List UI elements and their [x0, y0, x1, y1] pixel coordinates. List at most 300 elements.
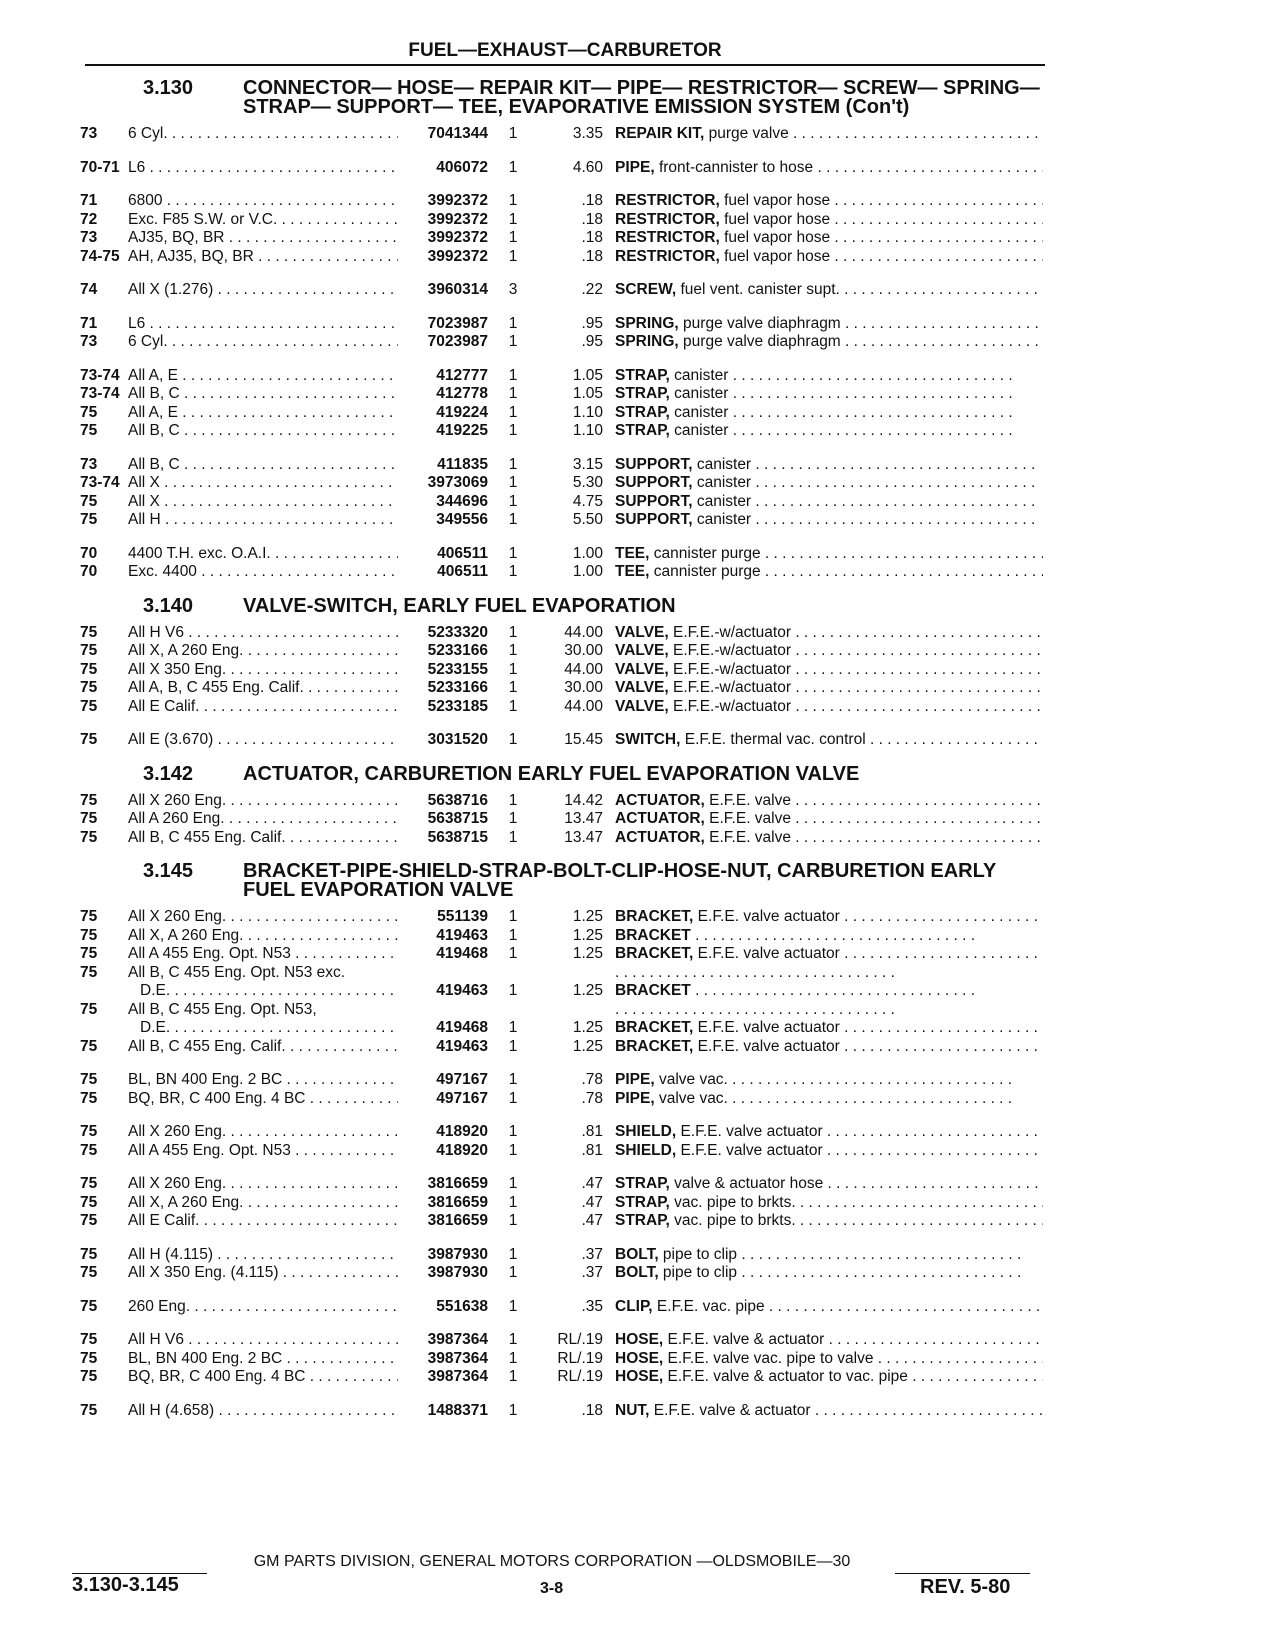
- part-row: [68, 511, 1043, 530]
- part-detail: canister: [669, 422, 729, 439]
- model-year: 75: [80, 697, 98, 715]
- model-year: 75: [80, 828, 98, 846]
- part-detail: E.F.E.-w/actuator: [668, 623, 792, 641]
- part-detail: valve vac.: [654, 1071, 728, 1088]
- section-3: [68, 862, 1043, 1420]
- part-number: 3816659: [427, 1193, 488, 1211]
- part-detail: E.F.E. valve actuator: [693, 1019, 840, 1036]
- quantity: 1: [508, 1141, 518, 1159]
- part-name: PIPE,: [615, 158, 655, 176]
- part-number: 412778: [436, 385, 488, 402]
- part-detail: cannister purge: [649, 544, 761, 562]
- part-detail: canister: [669, 385, 729, 402]
- part-description: [615, 1001, 1043, 1020]
- part-row: [68, 422, 1043, 441]
- quantity: 3: [508, 281, 518, 298]
- part-number: 551638: [436, 1297, 488, 1315]
- part-row: [68, 159, 1043, 178]
- price: .95: [581, 333, 603, 350]
- part-number: 419463: [436, 926, 488, 944]
- price: .81: [581, 1123, 603, 1140]
- part-row: [68, 125, 1043, 144]
- part-row: [68, 1038, 1043, 1057]
- quantity: 1: [508, 731, 518, 748]
- part-group: [68, 1331, 1043, 1387]
- part-number: 3987930: [427, 1264, 488, 1281]
- model-year: 73: [80, 455, 98, 473]
- part-description: [615, 493, 1043, 512]
- part-name: STRAP,: [615, 385, 670, 402]
- part-description: [615, 1071, 1043, 1090]
- part-name: RESTRICTOR,: [615, 192, 720, 209]
- application: All X . . .: [128, 474, 398, 493]
- footer-section-range: 3.130-3.145: [72, 1574, 179, 1596]
- application: All A, E . . .: [128, 404, 398, 423]
- part-group: [68, 159, 1043, 178]
- part-description: [615, 679, 1043, 698]
- part-detail: E.F.E. valve actuator: [693, 908, 840, 925]
- part-row: [68, 908, 1043, 927]
- application: All B, C 455 Eng. Calif. . . .: [128, 1038, 398, 1057]
- price: .37: [581, 1264, 603, 1281]
- quantity: 1: [508, 1175, 518, 1192]
- part-number: 497167: [436, 1089, 488, 1107]
- model-year: 72: [80, 210, 98, 228]
- application: 4400 T.H. exc. O.A.I. . . .: [128, 545, 398, 564]
- model-year: 75: [80, 926, 98, 944]
- application: All E (3.670) . . .: [128, 731, 398, 750]
- model-year: 75: [80, 403, 98, 421]
- part-detail: canister: [669, 366, 729, 384]
- price: 3.15: [572, 455, 603, 473]
- part-number: 3973069: [427, 474, 488, 491]
- part-number: 5638716: [427, 791, 488, 809]
- quantity: 1: [508, 1037, 518, 1055]
- model-year: 75: [80, 422, 98, 439]
- price: .18: [581, 247, 603, 265]
- part-group: [68, 1246, 1043, 1283]
- price: 1.00: [572, 563, 603, 580]
- part-row: [68, 1019, 1043, 1038]
- part-row: [68, 810, 1043, 829]
- part-detail: E.F.E. vac. pipe: [652, 1297, 765, 1315]
- part-detail: E.F.E. valve: [704, 828, 791, 846]
- quantity: 1: [508, 1264, 518, 1281]
- quantity: 1: [508, 679, 518, 696]
- price: .78: [581, 1089, 603, 1107]
- part-number: 419468: [436, 1019, 488, 1036]
- part-detail: E.F.E. valve actuator: [693, 945, 840, 962]
- part-description: [615, 211, 1043, 230]
- part-number: 5233155: [427, 660, 488, 678]
- part-description: [615, 1402, 1043, 1421]
- model-year: 75: [80, 1331, 98, 1348]
- part-row: [68, 1194, 1043, 1213]
- price: 13.47: [564, 828, 603, 846]
- section-title: ACTUATOR, CARBURETION EARLY FUEL EVAPORATION VALVE: [243, 762, 860, 785]
- part-number: 3992372: [427, 192, 488, 209]
- price: 1.25: [572, 982, 603, 999]
- application: 6 Cyl. . . .: [128, 125, 398, 144]
- part-number: [398, 964, 488, 983]
- model-year: 74: [80, 281, 98, 298]
- part-number: 5233320: [427, 623, 488, 641]
- model-year: [68, 982, 128, 1001]
- part-detail: pipe to clip: [658, 1264, 738, 1281]
- part-detail: E.F.E. valve: [704, 791, 791, 809]
- model-year: 75: [80, 1212, 98, 1229]
- part-description: [615, 731, 1043, 750]
- part-row: [68, 493, 1043, 512]
- price: 4.75: [572, 492, 603, 510]
- part-detail: E.F.E. valve & actuator: [663, 1331, 825, 1348]
- footer-page-number: 3-8: [540, 1580, 564, 1597]
- application: All B, C . . .: [128, 422, 398, 441]
- part-number: 419463: [436, 982, 488, 999]
- application: All H (4.115) . . .: [128, 1246, 398, 1265]
- part-name: RESTRICTOR,: [615, 247, 720, 265]
- part-row: [68, 1368, 1043, 1387]
- part-number: 418920: [436, 1123, 488, 1140]
- model-year: 75: [80, 1245, 98, 1263]
- quantity: 1: [508, 1212, 518, 1229]
- part-detail: fuel vapor hose: [719, 192, 831, 209]
- model-year: 75: [80, 1071, 98, 1088]
- application: All X 350 Eng. (4.115) . . .: [128, 1264, 398, 1283]
- price: 44.00: [564, 660, 603, 678]
- part-group: [68, 792, 1043, 848]
- part-detail: canister: [692, 511, 752, 528]
- part-row: [68, 661, 1043, 680]
- part-detail: E.F.E. valve & actuator to vac. pipe: [663, 1368, 908, 1385]
- quantity: 1: [508, 623, 518, 641]
- part-name: CLIP,: [615, 1297, 653, 1315]
- price: 3.35: [572, 125, 603, 142]
- part-number: 5233166: [427, 679, 488, 696]
- section-heading: [68, 79, 1043, 117]
- part-name: SHIELD,: [615, 1141, 677, 1159]
- part-description: [615, 698, 1043, 717]
- price: 1.25: [572, 926, 603, 944]
- model-year: 75: [80, 1123, 98, 1140]
- section-2: [68, 762, 1043, 848]
- part-description: [615, 1175, 1043, 1194]
- part-name: SUPPORT,: [615, 455, 693, 473]
- price: 1.05: [572, 385, 603, 402]
- price: 14.42: [564, 791, 603, 809]
- part-group: [68, 545, 1043, 582]
- part-description: [615, 661, 1043, 680]
- price: RL/.19: [557, 1368, 603, 1385]
- part-name: BRACKET,: [615, 1037, 694, 1055]
- model-year: 75: [80, 660, 98, 678]
- part-name: SCREW,: [615, 281, 677, 298]
- part-group: [68, 125, 1043, 144]
- part-row: [68, 333, 1043, 352]
- quantity: 1: [508, 492, 518, 510]
- price: .47: [581, 1212, 603, 1229]
- application: 6 Cyl. . . .: [128, 333, 398, 352]
- price: .47: [581, 1175, 603, 1192]
- application: All A, E . . .: [128, 367, 398, 386]
- part-number: 3987930: [427, 1245, 488, 1263]
- application: All B, C 455 Eng. Opt. N53,: [128, 1000, 317, 1018]
- model-year: 73: [80, 125, 98, 142]
- part-description: [615, 1019, 1043, 1038]
- section-number: 3.140: [143, 594, 194, 617]
- part-row: [68, 1175, 1043, 1194]
- quantity: 1: [508, 982, 518, 999]
- part-number: 3816659: [427, 1175, 488, 1192]
- part-detail: purge valve diaphragm: [678, 333, 841, 350]
- quantity: 1: [508, 1349, 518, 1367]
- model-year: 75: [80, 642, 98, 659]
- part-name: SUPPORT,: [615, 511, 693, 528]
- part-row: [68, 624, 1043, 643]
- part-detail: fuel vent. canister supt.: [676, 281, 840, 298]
- application: All X (1.276) . . .: [128, 281, 398, 300]
- part-name: RESTRICTOR,: [615, 210, 720, 228]
- part-group: [68, 367, 1043, 441]
- part-row: [68, 456, 1043, 475]
- part-row: [68, 1212, 1043, 1231]
- part-number: 1488371: [427, 1401, 488, 1419]
- price: 44.00: [564, 697, 603, 715]
- part-detail: E.F.E. valve: [704, 810, 791, 827]
- section-title: CONNECTOR— HOSE— REPAIR KIT— PIPE— RESTRICTOR— SCREW— SPRING— STRAP— SUPPORT— TEE, EVAPORATIVE EMISSION SYSTEM (Con't): [243, 77, 1040, 118]
- part-number: 5638715: [427, 810, 488, 827]
- part-row: [68, 698, 1043, 717]
- part-row: [68, 1402, 1043, 1421]
- part-description: [615, 125, 1043, 144]
- price: .35: [581, 1297, 603, 1315]
- model-year: 71: [80, 192, 98, 209]
- application: All X 260 Eng. . . .: [128, 792, 398, 811]
- application: All X, A 260 Eng. . . .: [128, 927, 398, 946]
- part-description: [615, 511, 1043, 530]
- part-detail: fuel vapor hose: [719, 210, 831, 228]
- price: 5.30: [572, 474, 603, 491]
- part-row: [68, 545, 1043, 564]
- parts-catalog-content: [68, 75, 1043, 1435]
- part-row: [68, 211, 1043, 230]
- part-row: [68, 679, 1043, 698]
- part-description: [615, 624, 1043, 643]
- price: 13.47: [564, 810, 603, 827]
- quantity: 1: [508, 544, 518, 562]
- part-description: [615, 159, 1043, 178]
- quantity: 1: [508, 385, 518, 402]
- part-name: BRACKET,: [615, 1019, 694, 1036]
- model-year: 75: [80, 1141, 98, 1159]
- part-number: 406511: [437, 544, 488, 562]
- part-name: STRAP,: [615, 1193, 670, 1211]
- application: 6800 . . .: [128, 192, 398, 211]
- quantity: 1: [508, 229, 518, 246]
- part-detail: E.F.E. valve & actuator: [649, 1401, 811, 1419]
- quantity: 1: [508, 926, 518, 944]
- part-group: [68, 1123, 1043, 1160]
- part-name: STRAP,: [615, 403, 670, 421]
- part-number: 419463: [436, 1037, 488, 1055]
- application: All X 260 Eng. . . .: [128, 908, 398, 927]
- quantity: [488, 1001, 538, 1020]
- part-number: 7041344: [427, 125, 488, 142]
- part-number: 3987364: [427, 1331, 488, 1348]
- part-number: 5638715: [427, 828, 488, 846]
- part-number: 3992372: [427, 247, 488, 265]
- part-number: 3960314: [427, 281, 488, 298]
- section-0: [68, 79, 1043, 582]
- part-number: 3816659: [427, 1212, 488, 1229]
- model-year: 75: [80, 963, 98, 981]
- part-detail: E.F.E. valve actuator: [676, 1141, 823, 1159]
- part-row: [68, 792, 1043, 811]
- part-number: 551139: [437, 908, 488, 925]
- part-name: PIPE,: [615, 1089, 655, 1107]
- part-group: [68, 281, 1043, 300]
- price: 1.25: [572, 1037, 603, 1055]
- model-year: 74-75: [80, 247, 120, 265]
- part-name: ACTUATOR,: [615, 810, 705, 827]
- application: All A, B, C 455 Eng. Calif. . . .: [128, 679, 398, 698]
- part-row: [68, 248, 1043, 267]
- section-number: 3.130: [143, 77, 194, 99]
- part-description: [615, 385, 1043, 404]
- part-name: TEE,: [615, 563, 650, 580]
- part-name: BRACKET,: [615, 945, 694, 962]
- part-description: [615, 333, 1043, 352]
- price: 1.05: [572, 366, 603, 384]
- part-description: [615, 1212, 1043, 1231]
- part-number: 7023987: [427, 314, 488, 332]
- price: .18: [581, 210, 603, 228]
- model-year: 75: [80, 511, 98, 528]
- application: Exc. F85 S.W. or V.C. . . .: [128, 211, 398, 230]
- part-description: [615, 563, 1043, 582]
- price: .37: [581, 1245, 603, 1263]
- quantity: 1: [508, 1331, 518, 1348]
- part-name: BRACKET: [615, 982, 691, 999]
- part-detail: fuel vapor hose: [719, 247, 831, 265]
- application: All X 260 Eng. . . .: [128, 1123, 398, 1142]
- model-year: 70: [80, 544, 98, 562]
- part-description: [615, 642, 1043, 661]
- part-row: [68, 192, 1043, 211]
- quantity: 1: [508, 422, 518, 439]
- application: All B, C 455 Eng. Opt. N53 exc.: [128, 963, 346, 981]
- part-description: [615, 545, 1043, 564]
- price: 1.10: [572, 422, 603, 439]
- quantity: 1: [508, 192, 518, 209]
- model-year: 75: [80, 1349, 98, 1367]
- quantity: 1: [508, 660, 518, 678]
- part-name: RESTRICTOR,: [615, 229, 720, 246]
- part-name: BOLT,: [615, 1245, 659, 1263]
- model-year: 75: [80, 1368, 98, 1385]
- part-detail: E.F.E. valve actuator: [676, 1123, 823, 1140]
- part-number: 5233185: [427, 697, 488, 715]
- application: All A 455 Eng. Opt. N53 . . .: [128, 945, 398, 964]
- part-detail: valve vac.: [654, 1089, 728, 1107]
- model-year: 75: [80, 1089, 98, 1107]
- model-year: 75: [80, 1193, 98, 1211]
- quantity: 1: [508, 1193, 518, 1211]
- application: All A 455 Eng. Opt. N53 . . .: [128, 1142, 398, 1161]
- model-year: 73-74: [80, 366, 120, 384]
- part-description: [615, 192, 1043, 211]
- quantity: 1: [508, 1297, 518, 1315]
- model-year: 75: [80, 810, 98, 827]
- quantity: 1: [508, 828, 518, 846]
- quantity: 1: [508, 1123, 518, 1140]
- application: L6 . . .: [128, 315, 398, 334]
- section-title: BRACKET-PIPE-SHIELD-STRAP-BOLT-CLIP-HOSE-NUT, CARBURETION EARLY FUEL EVAPORATION VALVE: [243, 860, 996, 901]
- application: D.E. . . .: [128, 982, 398, 1001]
- model-year: 75: [80, 1401, 98, 1419]
- price: .78: [581, 1071, 603, 1088]
- price: 4.60: [572, 158, 603, 176]
- part-description: [615, 1090, 1043, 1109]
- part-row: [68, 829, 1043, 848]
- quantity: 1: [508, 314, 518, 332]
- part-row: [68, 964, 1043, 983]
- part-description: [615, 281, 1043, 300]
- price: RL/.19: [557, 1331, 603, 1348]
- price: .18: [581, 229, 603, 246]
- part-name: STRAP,: [615, 1175, 670, 1192]
- part-description: [615, 1194, 1043, 1213]
- application: All H V6 . . .: [128, 1331, 398, 1350]
- model-year: 75: [80, 492, 98, 510]
- part-name: SPRING,: [615, 314, 679, 332]
- part-row: [68, 1264, 1043, 1283]
- price: 15.45: [564, 731, 603, 748]
- part-detail: E.F.E.-w/actuator: [668, 660, 792, 678]
- application: All X, A 260 Eng. . . .: [128, 642, 398, 661]
- part-row: [68, 982, 1043, 1001]
- part-number: 3992372: [427, 229, 488, 246]
- part-row: [68, 474, 1043, 493]
- part-name: TEE,: [615, 544, 650, 562]
- part-detail: purge valve: [704, 125, 789, 142]
- part-number: 3992372: [427, 210, 488, 228]
- quantity: 1: [508, 158, 518, 176]
- part-name: VALVE,: [615, 660, 669, 678]
- model-year: 75: [80, 623, 98, 641]
- application: D.E. . . .: [128, 1019, 398, 1038]
- model-year: 75: [80, 791, 98, 809]
- part-description: [615, 982, 1043, 1001]
- section-heading: [68, 762, 1043, 785]
- part-description: [615, 1246, 1043, 1265]
- application: BQ, BR, C 400 Eng. 4 BC . . .: [128, 1090, 398, 1109]
- application: All X, A 260 Eng. . . .: [128, 1194, 398, 1213]
- footer-publisher: GM PARTS DIVISION, GENERAL MOTORS CORPORATION —OLDSMOBILE—30: [253, 1553, 851, 1570]
- application: All H (4.658) . . .: [128, 1402, 398, 1421]
- application: All H . . .: [128, 511, 398, 530]
- quantity: 1: [508, 125, 518, 142]
- price: .95: [581, 314, 603, 332]
- part-name: BOLT,: [615, 1264, 659, 1281]
- quantity: 1: [508, 474, 518, 491]
- quantity: 1: [508, 791, 518, 809]
- quantity: 1: [508, 455, 518, 473]
- model-year: 73: [80, 229, 98, 246]
- model-year: 75: [80, 1175, 98, 1192]
- part-name: BRACKET: [615, 926, 691, 944]
- part-detail: canister: [692, 474, 752, 491]
